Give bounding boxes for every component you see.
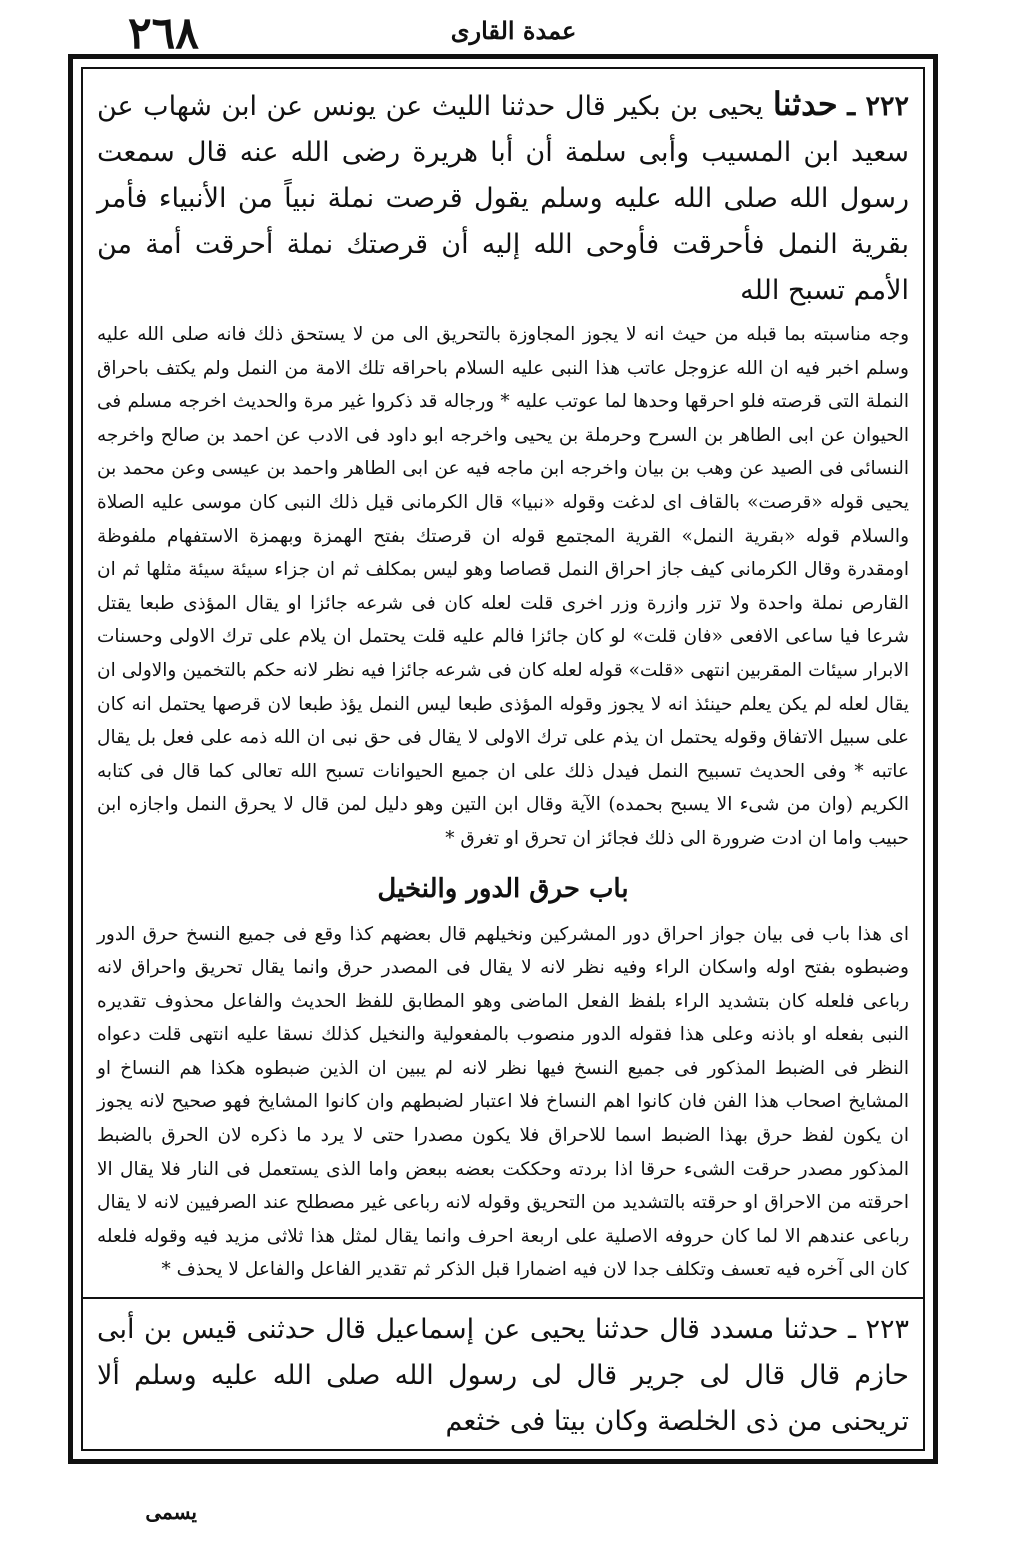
page-header-title: عمدة القارى	[450, 16, 577, 45]
page-number: ۲٦٨	[128, 8, 199, 59]
hadith-2-lead: حدثنا	[783, 1314, 839, 1346]
page-frame	[68, 54, 938, 1464]
hadith-2	[97, 1307, 909, 1445]
page-content	[81, 67, 925, 1451]
chapter-title	[97, 874, 909, 904]
commentary-2: اى هذا باب فى بيان جواز احراق دور المشركين ونخيلهم قال بعضهم كذا وقع فى جميع النسخ حرق الدور وضبطوه بفتح اوله واسكان الراء وفيه نظر لانه لا يقال فى المصدر حرق وانما يقال تحريق واحراق لانه رباعى فلعله كان بتشديد الراء بلفظ الفعل الماضى وهو المطابق للفظ الحديث والفاعل محذوف تقديره النبى بفعله او باذنه وعلى هذا فقوله الدور منصوب بالمفعولية والنخيل كذلك نسقا عليه انتهى قلت دعواه النظر فى الضبط المذكور فى جميع النسخ فيها نظر لانه لم يبين ان الذين ضبطوه هكذا هم النساخ او المشايخ اصحاب هذا الفن فان كانوا اهم النساخ فلا اعتبار لضبطهم وان كانوا المشايخ فهو صحيح لانه يجوز ان يكون لفظ حرق بهذا الضبط اسما للاحراق فلا يكون مصدرا حتى لا يرد ما ذكره لان الحرق بالضبط المذكور مصدر حرقت الشىء حرقا اذا بردته وحككت بعضه ببعض واما الذى يستعمل فى النار فلا يقال الا احرقته من الاحراق او حرقته بالتشديد من التحريق وقوله لانه رباعى غير مصطلح عند الصرفيين لانه لا يقال رباعى عندهم الا لما كان حروفه الاصلية على اربعة احرف وانما يقال لمثل هذا ثلاثى مزيد فيه وقوله فلعله كان الى آخره فيه تعسف وتكلف جدا لان فيه اضمارا قبل الذكر ثم تقدير الفاعل والفاعل لا يحذف *	[97, 923, 909, 1281]
hadith-1-text: يحيى بن بكير قال حدثنا الليث عن يونس عن ابن شهاب عن سعيد ابن المسيب وأبى سلمة أن أبا هريرة رضى الله عنه قال سمعت رسول الله صلى الله عليه وسلم يقول قرصت نملة نبياً من الأنبياء فأمر بقرية النمل فأحرقت فأوحى الله إليه أن قرصتك نملة أحرقت أمة من الأمم تسبح الله	[97, 91, 909, 306]
hadith-2-number: ۲۲۳ ـ	[848, 1314, 909, 1346]
chapter-title-text: باب حرق الدور والنخيل	[377, 873, 629, 904]
hadith-2-text: مسدد قال حدثنا يحيى عن إسماعيل قال حدثنى قيس بن أبى حازم قال قال لى جرير قال لى رسول الله صلى الله عليه وسلم ألا تريحنى من ذى الخلصة وكان بيتا فى خثعم	[97, 1314, 909, 1438]
hadith-1-lead: حدثنا	[772, 85, 838, 123]
catchword: يسمى	[145, 1500, 197, 1524]
commentary-1: وجه مناسبته بما قبله من حيث انه لا يجوز المجاوزة بالتحريق الى من لا يستحق ذلك فانه صلى الله عليه وسلم اخبر فيه ان الله عزوجل عاتب هذا النبى عليه السلام باحراقه تلك الامة من النمل ولم يكتف باحراق النملة التى قرصته فلو احرقها وحدها لما عوتب عليه * ورجاله قد ذكروا غير مرة والحديث اخرجه مسلم فى الحيوان عن ابى الطاهر بن السرح وحرملة بن يحيى واخرجه ابو داود فى الادب عن احمد بن صالح واخرجه النسائى فى الصيد عن وهب بن بيان واخرجه ابن ماجه فيه عن ابى الطاهر واحمد بن عيسى وعن محمد بن يحيى قوله «قرصت» بالقاف اى لدغت وقوله «نبيا» قال الكرمانى قيل ذلك النبى كان موسى عليه الصلاة والسلام قوله «بقرية النمل» القرية المجتمع قوله ان قرصتك بفتح الهمزة وبهمزة الاستفهام ملفوظة اومقدرة وقال الكرمانى كيف جاز احراق النمل قصاصا وهو ليس بمكلف ثم ان جزاء سيئة سيئة مثلها ثم ان القارص نملة واحدة ولا تزر وازرة وزر اخرى قلت لعله كان فى شرعه جائزا او يقال المؤذى طبعا يقتل شرعا فيا ساعى الافعى «فان قلت» لو كان جائزا فالم عليه قلت يحتمل ان يلام على ترك الاولى وحسنات الابرار سيئات المقربين انتهى «قلت» قوله لعله كان فى شرعه جائزا فيه نظر لانه حكم بالتخمين والاولى ان يقال لعله لم يكن يعلم حينئذ انه لا يجوز وقوله المؤذى طبعا ليس النمل يؤذ طبعا لان قرصها يحتمل انه كان على سبيل الاتفاق وقوله يحتمل ان يذم على ترك الاولى لا يقال فى حق نبى ان الله ذمه على فعل بل يقال عاتبه * وفى الحديث تسبيح النمل فيدل ذلك على ان جميع الحيوانات تسبح الله تعالى كما قال فى كتابه الكريم (وان من شىء الا يسبح بحمده) الآية وقال ابن التين وهو دليل لمن قال لا يحرق النمل واجازه ابن حبيب واما ان ادت ضرورة الى ذلك فجائز ان تحرق او تغرق *	[97, 324, 909, 849]
hadith-1-number: ۲۲۲ ـ	[847, 91, 909, 122]
section-divider	[83, 1297, 923, 1299]
hadith-1	[97, 81, 909, 314]
